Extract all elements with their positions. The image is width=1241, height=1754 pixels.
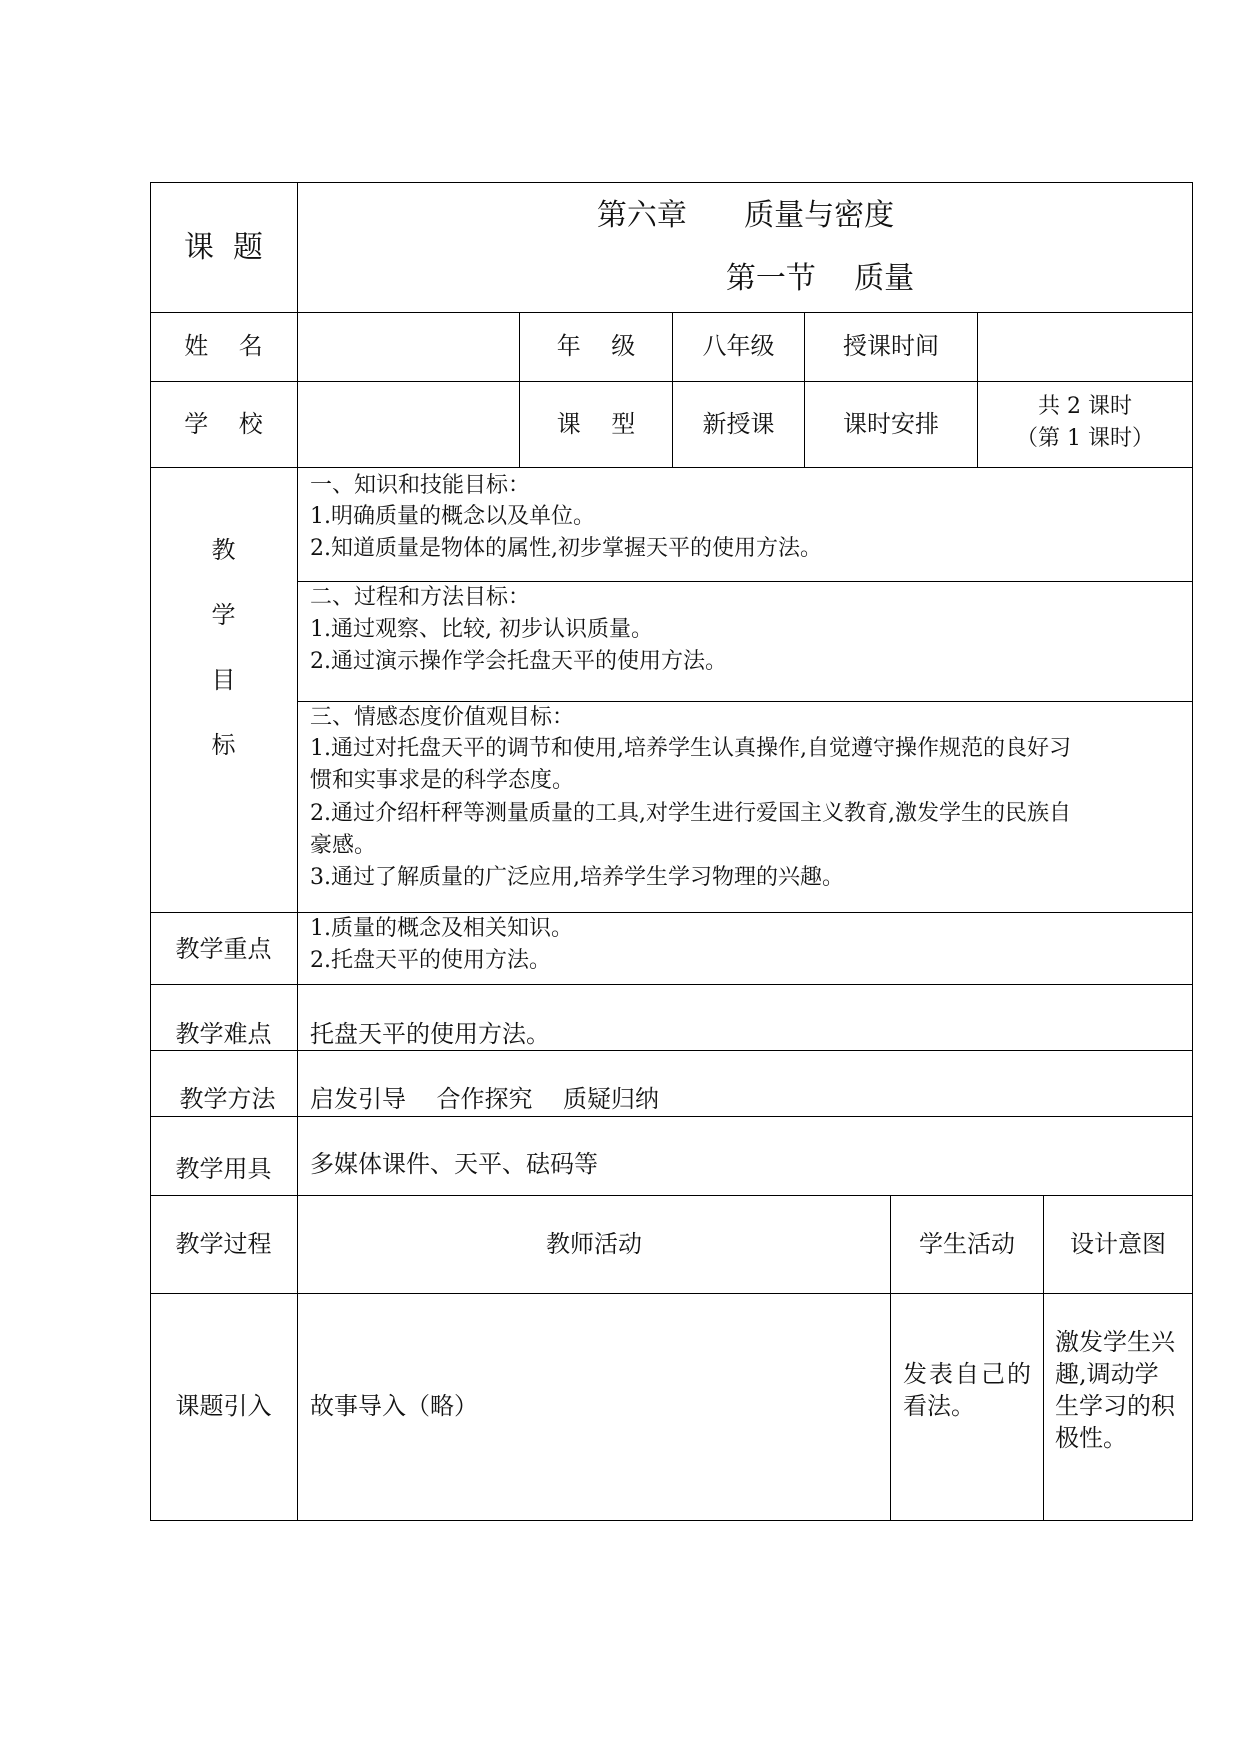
objective-divider — [298, 581, 1193, 582]
difficulty-label: 教学难点 — [175, 1020, 272, 1048]
objective-divider — [298, 701, 1193, 702]
knowledge-objectives-title: 一、知识和技能目标： — [310, 473, 531, 498]
knowledge-objective-item: 1.明确质量的概念以及单位。 — [310, 504, 595, 529]
teacher-activity-header: 教师活动 — [546, 1230, 642, 1258]
row-divider — [150, 1195, 1193, 1196]
label-column-divider — [297, 182, 298, 1521]
objectives-label-char: 标 — [211, 731, 236, 759]
difficulty-value: 托盘天平的使用方法。 — [310, 1020, 550, 1048]
table-border-bottom — [150, 1520, 1193, 1521]
schedule-total: 共 2 课时 — [1038, 394, 1132, 419]
grade-label: 年 级 — [556, 332, 636, 360]
method-value: 启发引导 合作探究 质疑归纳 — [310, 1085, 660, 1113]
type-label: 课 型 — [556, 410, 636, 438]
process-label: 教学过程 — [175, 1230, 272, 1258]
intro-design-intent-line: 趣,调动学 — [1055, 1360, 1159, 1388]
design-intent-header: 设计意图 — [1070, 1230, 1166, 1258]
process-objective-item: 1.通过观察、比较, 初步认识质量。 — [310, 617, 653, 642]
intro-student-activity-line: 看法。 — [903, 1392, 975, 1420]
grade-value: 八年级 — [702, 332, 775, 360]
tools-label: 教学用具 — [175, 1155, 272, 1183]
schedule-current: （第 1 课时） — [1016, 426, 1154, 451]
emotion-objective-line: 1.通过对托盘天平的调节和使用,培养学生认真操作,自觉遵守操作规范的良好习 — [310, 736, 1071, 761]
table-border-right — [1192, 182, 1193, 1521]
schedule-label: 课时安排 — [843, 410, 939, 438]
objectives-label-char: 目 — [211, 666, 236, 694]
row-divider — [150, 984, 1193, 985]
chapter-title: 第六章 质量与密度 — [596, 198, 895, 233]
section-title: 第一节 质量 — [725, 261, 915, 296]
school-label: 学 校 — [184, 410, 263, 438]
time-label: 授课时间 — [843, 332, 939, 360]
emotion-objective-line: 2.通过介绍杆秤等测量质量的工具,对学生进行爱国主义教育,激发学生的民族自 — [310, 801, 1071, 826]
table-border-top — [150, 182, 1193, 183]
intro-teacher-activity: 故事导入（略） — [310, 1392, 478, 1420]
row-divider — [150, 912, 1193, 913]
row-divider — [150, 1050, 1193, 1051]
type-value: 新授课 — [702, 410, 775, 438]
row-divider — [150, 1116, 1193, 1117]
topic-label: 课 题 — [183, 230, 264, 265]
key-point-item: 1.质量的概念及相关知识。 — [310, 916, 573, 941]
objectives-label-char: 教 — [211, 536, 236, 564]
intro-design-intent-line: 生学习的积 — [1055, 1392, 1175, 1420]
table-border-left — [150, 182, 151, 1521]
intro-student-activity-line: 发表自己的 — [903, 1360, 1033, 1388]
key-point-item: 2.托盘天平的使用方法。 — [310, 948, 551, 973]
emotion-objectives-title: 三、情感态度价值观目标： — [310, 705, 575, 730]
objectives-label-char: 学 — [211, 601, 236, 629]
process-objective-item: 2.通过演示操作学会托盘天平的使用方法。 — [310, 649, 727, 674]
intro-label: 课题引入 — [175, 1392, 272, 1420]
key-points-label: 教学重点 — [175, 935, 272, 963]
process-objectives-title: 二、过程和方法目标： — [310, 585, 531, 610]
emotion-objective-line: 惯和实事求是的科学态度。 — [310, 768, 575, 793]
row-divider — [150, 1293, 1193, 1294]
emotion-objective-line: 3.通过了解质量的广泛应用,培养学生学习物理的兴趣。 — [310, 865, 844, 890]
knowledge-objective-item: 2.知道质量是物体的属性,初步掌握天平的使用方法。 — [310, 536, 822, 561]
name-label: 姓 名 — [184, 332, 263, 360]
intro-design-intent-line: 激发学生兴 — [1055, 1328, 1175, 1356]
emotion-objective-line: 豪感。 — [310, 833, 377, 858]
method-label: 教学方法 — [179, 1085, 276, 1113]
tools-value: 多媒体课件、天平、砝码等 — [310, 1150, 598, 1178]
student-activity-header: 学生活动 — [919, 1230, 1015, 1258]
intro-design-intent-line: 极性。 — [1055, 1424, 1127, 1452]
